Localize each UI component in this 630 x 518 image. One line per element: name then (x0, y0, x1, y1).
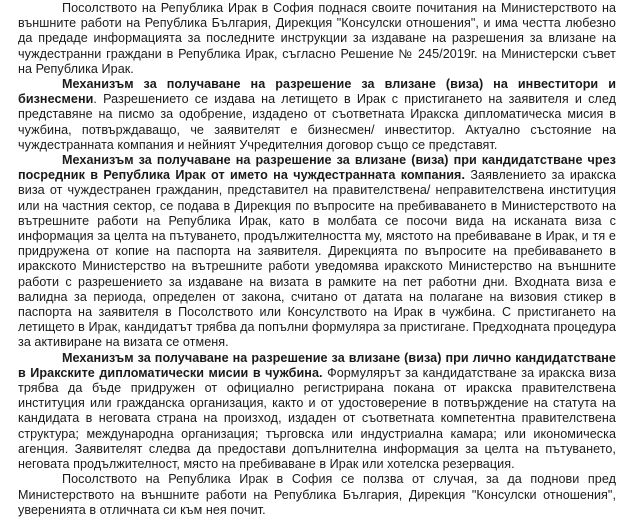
section-investors (18, 77, 616, 153)
section-investors-heading: Механизъм за получаване на разрешение за влизане (виза) на инвеститори и бизнесмени (18, 77, 616, 107)
section-personal-heading: Механизъм за получаване на разрешение за влизане (виза) при лично кандидатстване в Иракските дипломатически мисии в чужбина. (18, 350, 616, 380)
section-intermediary (18, 153, 616, 351)
section-intermediary-heading: Механизъм за получаване на разрешение за влизане (виза) при кандидатстване чрез посредник в Република Ирак от името на чуждестранната компания. (18, 153, 616, 183)
closing-paragraph (18, 472, 616, 518)
closing-text: Посолството на Република Ирак в София се ползва от случая, за да поднови пред Министерството на външните работи на Република България, Дирекция "Консулски отношения", уверенията в отличната си към нея почит. (18, 472, 616, 517)
intro-paragraph (18, 1, 616, 77)
section-investors-body: . Разрешението се издава на летището в Ирак с пристигането на заявителя и след представяне на писмо за одобрение, издадено от съответната Иракска дипломатическа мисия в чужбина, потвърждаващо, че заявителят е бизнесмен/ инвеститор. Актуално състояние на чуждестранната компания и нейният Учредителния договор също се представят. (18, 92, 616, 152)
intro-text: Посолството на Република Ирак в София поднася своите почитания на Министерството на външните работи на Република България, Дирекция "Консулски отношения", и има честта любезно да предаде информацията за последните инструкции за издаване на разрешения за влизане на чуждестранни граждани в Република Ирак, съгласно Решение № 245/2019г. на Министерски съвет на Република Ирак. (18, 1, 616, 76)
section-personal (18, 351, 616, 473)
section-personal-body: Формулярът за кандидатстване за иракска виза трябва да бъде придружен от официално регистрирана покана от иракска правителствена институция или гражданска организация, както и от удостоверение в потвърждение на статута на кандидата в неговата страна на произход, издаден от съответната компетентна правителствена структура; международна организация; търговска или индустриална камара; или икономическа агенция. Заявителят следва да предостави допълнителна информация за целта на пътуването, неговата продължителност, място на пребиваване в Ирак или хотелска резервация. (18, 365, 616, 472)
section-intermediary-body: Заявлението за иракска виза от чуждестранен гражданин, представител на правителствена/ неправителствена институция или на частния сектор, се подава в Дирекция по въпросите на пребиваването в Министерството на вътрешните работи на Република Ирак, като в молбата се посочи вида на исканата виза с информация за целта на пътуването, продължителността му, мястото на пребиваване в Ирак, и тя е придружена от копие на паспорта на заявителя. Дирекцията по въпросите на пребиваването в иракското Министерство на вътрешните работи уведомява иракското Министерство на външните работи с разрешението за издаване на визата в рамките на пет работни дни. Входната виза е валидна за периода, определен от закона, считано от датата на полагане на визовия стикер в паспорта на заявителя в Посолството или Консулството на Ирак в чужбина. С пристигането на летището в Ирак, кандидатът трябва да попълни формуляра за пристигане. Предходната процедура за активиране на визата се отменя. (18, 168, 616, 350)
